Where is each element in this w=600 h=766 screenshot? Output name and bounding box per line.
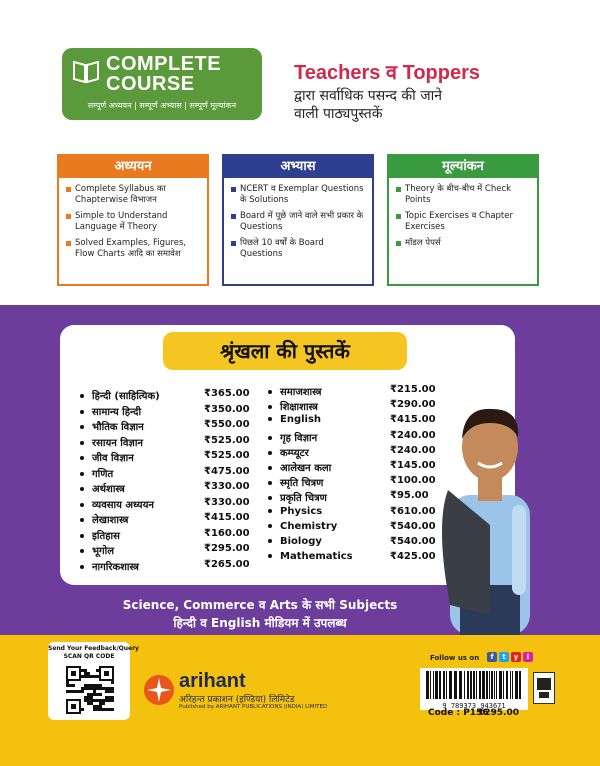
book-title: शिक्षाशास्त्र [280, 402, 318, 414]
bullet-icon [268, 496, 272, 500]
book-title: अर्थशास्त्र [92, 484, 125, 495]
feature-box-title: मूल्यांकन [389, 156, 537, 178]
book-list-item [268, 414, 436, 426]
headline-title: Teachers व Toppers [294, 62, 480, 84]
feature-box-title: अभ्यास [224, 156, 372, 178]
facebook-icon[interactable]: f [487, 652, 497, 662]
isbn-barcode [420, 668, 528, 702]
book-price: ₹240.00 [390, 429, 436, 441]
availability-line2: हिन्दी व English मीडियम में उपलब्ध [173, 616, 347, 630]
headline-line2: वाली पाठ्यपुस्तकें [294, 106, 383, 122]
book-title: समाजशास्त्र [280, 387, 322, 398]
bullet-icon [80, 425, 84, 429]
book-price: ₹295.00 [478, 708, 519, 718]
book-price: ₹550.00 [204, 419, 250, 430]
publisher-line: Published by ARIHANT PUBLICATIONS (INDIA) LIMITED [179, 704, 328, 710]
book-list-item [268, 551, 436, 563]
logo-title-line2: COURSE [106, 73, 195, 95]
bullet-icon [268, 451, 272, 455]
book-list-item [80, 527, 250, 542]
book-title: आलेखन कला [280, 463, 332, 474]
bullet-icon [80, 565, 84, 569]
book-price: ₹415.00 [390, 414, 436, 426]
feature-item: Theory के बीच-बीच में Check Points [405, 184, 531, 206]
book-list-item [268, 444, 436, 459]
book-title: स्मृति चित्रण [280, 478, 324, 490]
book-list-item [80, 403, 250, 418]
bullet-icon [80, 503, 84, 507]
book-list-item [268, 490, 429, 505]
book-price: ₹95.00 [390, 490, 429, 502]
book-list-item [80, 388, 250, 402]
book-list-item [80, 543, 250, 557]
feature-box-title: अध्ययन [59, 156, 207, 178]
book-title: गणित [92, 468, 114, 480]
book-price: ₹330.00 [204, 496, 250, 508]
bullet-icon [80, 456, 84, 460]
book-list-right [268, 384, 438, 574]
book-list-item [268, 384, 436, 398]
book-title: प्रकृति चित्रण [280, 493, 327, 505]
book-price: ₹540.00 [390, 536, 436, 547]
book-price: ₹100.00 [390, 475, 436, 487]
bullet-icon [80, 487, 84, 491]
book-list-item [80, 450, 250, 464]
book-list-item [268, 520, 436, 532]
publisher-emblem-icon [533, 672, 555, 704]
book-list-item [80, 512, 250, 526]
book-list-item [268, 460, 436, 474]
youtube-icon[interactable]: y [511, 652, 521, 662]
book-price: ₹350.00 [204, 403, 250, 415]
book-price: ₹540.00 [390, 520, 436, 532]
feature-item: Simple to Understand Language में Theory [75, 211, 201, 233]
bullet-icon [80, 518, 84, 522]
qr-label: SCAN QR CODE [63, 653, 115, 660]
book-price: ₹425.00 [390, 551, 436, 563]
bullet-icon [80, 534, 84, 538]
book-code: Code : P156 [428, 708, 489, 718]
arihant-logo-icon [143, 674, 175, 706]
logo-title-line1: COMPLETE [106, 53, 222, 75]
book-price: ₹215.00 [390, 384, 436, 395]
feature-item: Topic Exercises व Chapter Exercises [405, 211, 531, 233]
series-title: श्रृंखला की पुस्तकें [163, 332, 407, 370]
bullet-icon [268, 466, 272, 470]
book-list-item [80, 419, 250, 433]
bullet-icon [80, 441, 84, 445]
book-price: ₹160.00 [204, 527, 250, 539]
book-title: Biology [280, 536, 322, 547]
isbn-number: 9 789373 943671 [420, 702, 528, 710]
book-title: भौतिक विज्ञान [92, 422, 144, 433]
book-title: भूगोल [92, 546, 115, 557]
book-list-item [268, 475, 436, 490]
complete-course-logo [62, 48, 262, 120]
bullet-icon [268, 390, 272, 394]
feature-item: पिछले 10 वर्षों के Board Questions [240, 238, 366, 260]
book-price: ₹145.00 [390, 460, 436, 471]
bullet-icon [268, 539, 272, 543]
book-list-left [80, 388, 270, 578]
book-price: ₹610.00 [390, 505, 436, 517]
book-list-item [80, 465, 250, 480]
book-title: हिन्दी (साहित्यिक) [92, 391, 160, 402]
book-list-item [268, 536, 436, 547]
feature-item: Solved Examples, Figures, Flow Charts आदि का समावेश [75, 238, 201, 260]
book-list-item [80, 481, 250, 495]
book-title: सामान्य हिन्दी [92, 406, 142, 418]
book-list-item [80, 558, 250, 573]
brand-name: arihant [179, 670, 246, 692]
book-price: ₹330.00 [204, 481, 250, 492]
book-title: जीव विज्ञान [92, 453, 134, 464]
feature-box-evaluation [387, 154, 539, 286]
book-title: Chemistry [280, 520, 338, 532]
feature-item: Board में पूछे जाने वाले सभी प्रकार के Questions [240, 211, 366, 233]
bullet-icon [268, 509, 272, 513]
bullet-icon [80, 472, 84, 476]
qr-code-icon[interactable] [66, 666, 114, 714]
headline-line1: द्वारा सर्वाधिक पसन्द की जाने [294, 88, 443, 104]
qr-caption: Send Your Feedback/Query [48, 645, 139, 652]
book-list-item [268, 505, 436, 517]
arihant-brand [143, 672, 333, 712]
book-price: ₹240.00 [390, 444, 436, 456]
book-title: गृह विज्ञान [280, 432, 318, 444]
book-title: English [280, 414, 322, 426]
book-price: ₹295.00 [204, 543, 250, 554]
bullet-icon [80, 549, 84, 553]
open-book-icon [72, 57, 100, 85]
book-list-item [80, 496, 250, 511]
availability-line1: Science, Commerce व Arts के सभी Subjects [122, 598, 398, 612]
book-title: इतिहास [92, 530, 120, 542]
book-title: कम्प्यूटर [280, 447, 309, 459]
bullet-icon [268, 554, 272, 558]
book-title: व्यवसाय अध्ययन [92, 499, 154, 511]
twitter-icon[interactable]: t [499, 652, 509, 662]
book-list-item [80, 434, 250, 449]
book-title: Mathematics [280, 551, 353, 563]
book-title: रसायन विज्ञान [92, 437, 143, 449]
feature-item: मॉडल पेपर्स [405, 238, 531, 249]
feature-item: NCERT व Exemplar Questions के Solutions [240, 184, 366, 206]
brand-hindi-name: अरिहन्त प्रकाशन (इण्डिया) लिमिटेड [179, 695, 295, 705]
book-price: ₹265.00 [204, 558, 250, 570]
feature-box-practice [222, 154, 374, 286]
book-list-item [268, 399, 436, 414]
book-price: ₹290.00 [390, 399, 436, 411]
bullet-icon [268, 524, 272, 528]
logo-tagline: सम्पूर्ण अध्ययन | सम्पूर्ण अभ्यास | सम्पूर्ण मूल्यांकन [87, 101, 237, 110]
follow-us-label: Follow us on [430, 654, 480, 662]
book-price: ₹525.00 [204, 450, 250, 461]
bullet-icon [80, 394, 84, 398]
book-title: नागरिकशास्त्र [92, 561, 139, 573]
qr-feedback-box[interactable] [48, 642, 139, 720]
book-list-item [268, 429, 436, 444]
book-price: ₹365.00 [204, 388, 250, 399]
feature-item: Complete Syllabus का Chapterwise विभाजन [75, 184, 201, 206]
book-price: ₹525.00 [204, 434, 250, 446]
bullet-icon [268, 481, 272, 485]
bullet-icon [268, 405, 272, 409]
book-price: ₹475.00 [204, 465, 250, 477]
bullet-icon [268, 417, 272, 421]
book-price: ₹415.00 [204, 512, 250, 523]
instagram-icon[interactable]: i [523, 652, 533, 662]
book-title: लेखाशास्त्र [92, 515, 129, 526]
bullet-icon [268, 436, 272, 440]
book-title: Physics [280, 505, 323, 517]
bullet-icon [80, 410, 84, 414]
feature-box-study [57, 154, 209, 286]
